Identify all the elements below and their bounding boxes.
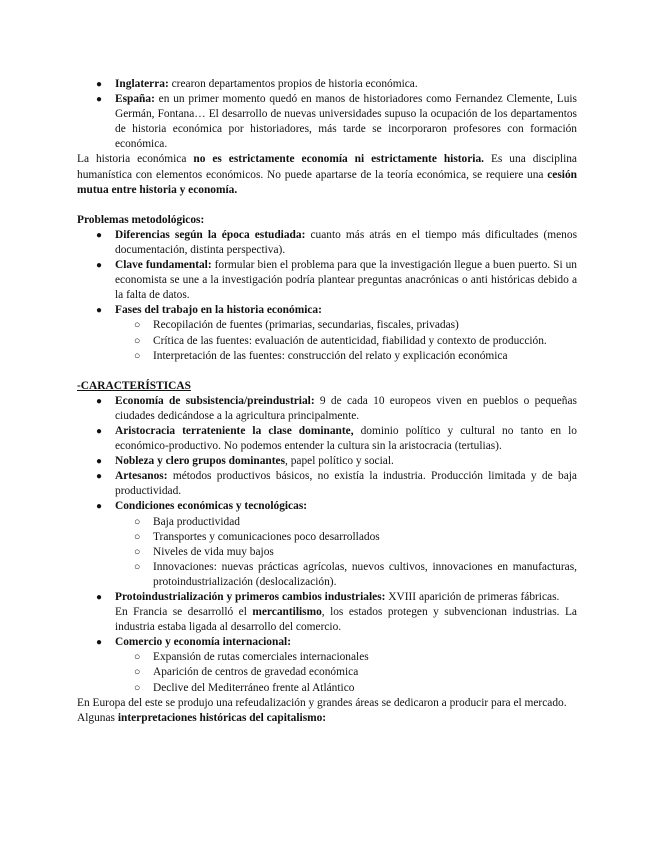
list-item-aristocracy: ● Aristocracia terrateniente la clase dominante, dominio político y cultural no tanto en lo económico-productivo. No podemos entender la cultura sin la aristocracia (tertulias). xyxy=(96,424,577,453)
problems-list xyxy=(77,228,577,364)
document-page xyxy=(77,77,577,726)
bullet-icon: ● xyxy=(96,501,103,513)
list-item-espana: ● España: en un primer momento quedó en manos de historiadores como Fernandez Clemente, Luis Germán, Fontana… El desarrollo de nuevas universidades supuso la ocupación de los departamentos de historia económica por historiadores, más tarde se incorporaron profesores con formación económica. xyxy=(96,93,577,151)
circle-bullet-icon: ○ xyxy=(134,561,141,573)
sublist-item: ○ Niveles de vida muy bajos xyxy=(115,545,577,560)
circle-bullet-icon: ○ xyxy=(134,682,141,694)
list-item-nobility: ● Nobleza y clero grupos dominantes, papel político y social. xyxy=(77,454,577,469)
conditions-sublist xyxy=(115,515,577,590)
interpretations-paragraph: Algunas interpretaciones históricas del capitalismo: xyxy=(77,711,327,724)
mercantilism-paragraph: En Francia se desarrolló el mercantilismo, los estados protegen y subvencionan industrias. La industria estaba ligada al desarrollo del comercio. xyxy=(115,606,577,634)
circle-bullet-icon: ○ xyxy=(134,335,141,347)
spacer xyxy=(77,198,577,213)
circle-bullet-icon: ○ xyxy=(134,320,141,332)
list-item-subsistence: ● Economía de subsistencia/preindustrial: 9 de cada 10 europeos viven en pueblos o pequeñas ciudades dedicándose a la agricultura principalmente. xyxy=(96,394,577,422)
list-item-protoindustrialization: ● Protoindustrialización y primeros cambios industriales: XVIII aparición de primeras fábricas. En Francia se desarrolló el mercantilismo, los estados protegen y subvencionan industrias. La industria estaba ligada al desarrollo del comercio. xyxy=(77,590,577,635)
list-item-inglaterra: ● Inglaterra: crearon departamentos propios de historia económica. xyxy=(77,77,577,92)
country-list xyxy=(77,77,577,152)
definition-paragraph: La historia económica no es estrictamente economía ni estrictamente historia. Es una disciplina humanística con elementos económicos. No puede apartarse de la teoría económica, se requiere una cesión mutua entre historia y economía. xyxy=(77,153,577,196)
sublist-item: ○ Crítica de las fuentes: evaluación de autenticidad, fiabilidad y contexto de producción. xyxy=(115,334,577,349)
list-item-problem-phases: ● Fases del trabajo en la historia económica: ○ Recopilación de fuentes (primarias, secundarias, fiscales, privadas) ○ Crítica de las fuentes: evaluación de autenticidad, fiabilidad y contexto de producción. ○ Interpretación de las fuentes: construcción del relato y explicación económica xyxy=(77,303,577,363)
bullet-icon: ● xyxy=(96,79,103,90)
sublist-item: ○ Baja productividad xyxy=(115,515,577,530)
circle-bullet-icon: ○ xyxy=(134,546,141,558)
sublist-item: ○ Transportes y comunicaciones poco desarrollados xyxy=(115,530,577,545)
bullet-icon: ● xyxy=(96,229,103,241)
spacer xyxy=(77,364,577,379)
phases-sublist xyxy=(115,318,577,363)
sublist-item: ○ Expansión de rutas comerciales internacionales xyxy=(115,650,577,665)
list-item-conditions: ● Condiciones económicas y tecnológicas: ○ Baja productividad ○ Transportes y comunicaciones poco desarrollados ○ Niveles de vida muy bajos ○ Innovaciones: nuevas prácticas agrícolas, nuevos cultivos, innovaciones en manufacturas, protoindustrialización (deslocalización). xyxy=(77,499,577,590)
sublist-item: ○ Aparición de centros de gravedad económica xyxy=(115,665,577,680)
bullet-icon: ● xyxy=(96,456,103,468)
sublist-item: ○ Innovaciones: nuevas prácticas agrícolas, nuevos cultivos, innovaciones en manufacturas, protoindustrialización (deslocalización). xyxy=(134,560,577,588)
trade-sublist xyxy=(115,650,577,695)
list-item-problem-epoch: ● Diferencias según la época estudiada: cuanto más atrás en el tiempo más dificultades (menos documentación, distinta perspectiva). xyxy=(96,228,578,256)
sublist-item: ○ Declive del Mediterráneo frente al Atlántico xyxy=(115,681,577,696)
list-item-problem-key: ● Clave fundamental: formular bien el problema para que la investigación llegue a buen puerto. Si un economista se une a la investigación podría plantear preguntas anacrónicas o anti históricas debido a la falta de datos. xyxy=(96,259,577,302)
circle-bullet-icon: ○ xyxy=(134,516,141,528)
sublist-item: ○ Recopilación de fuentes (primarias, secundarias, fiscales, privadas) xyxy=(115,318,577,333)
bullet-icon: ● xyxy=(96,94,103,106)
east-europe-paragraph: En Europa del este se produjo una refeudalización y grandes áreas se dedicaron a producir para el mercado. xyxy=(77,696,567,709)
bullet-icon: ● xyxy=(96,471,103,483)
features-list xyxy=(77,394,577,696)
list-item-trade: ● Comercio y economía internacional: ○ Expansión de rutas comerciales internacionales ○ Aparición de centros de gravedad económica ○ Declive del Mediterráneo frente al Atlántico xyxy=(77,635,577,695)
problems-heading: Problemas metodológicos: xyxy=(77,213,205,226)
circle-bullet-icon: ○ xyxy=(134,350,141,362)
circle-bullet-icon: ○ xyxy=(134,667,141,679)
bullet-icon: ● xyxy=(96,637,103,649)
circle-bullet-icon: ○ xyxy=(134,531,141,543)
bullet-icon: ● xyxy=(96,425,103,437)
bullet-icon: ● xyxy=(96,592,103,603)
sublist-item: ○ Interpretación de las fuentes: construcción del relato y explicación económica xyxy=(115,349,577,364)
bullet-icon: ● xyxy=(96,395,103,407)
features-heading: -CARACTERÍSTICAS xyxy=(77,379,191,392)
bullet-icon: ● xyxy=(96,260,103,272)
list-item-artisans: ● Artesanos: métodos productivos básicos, no existía la industria. Producción limitada y de baja productividad. xyxy=(96,470,577,498)
bullet-icon: ● xyxy=(96,305,103,317)
circle-bullet-icon: ○ xyxy=(134,652,141,664)
